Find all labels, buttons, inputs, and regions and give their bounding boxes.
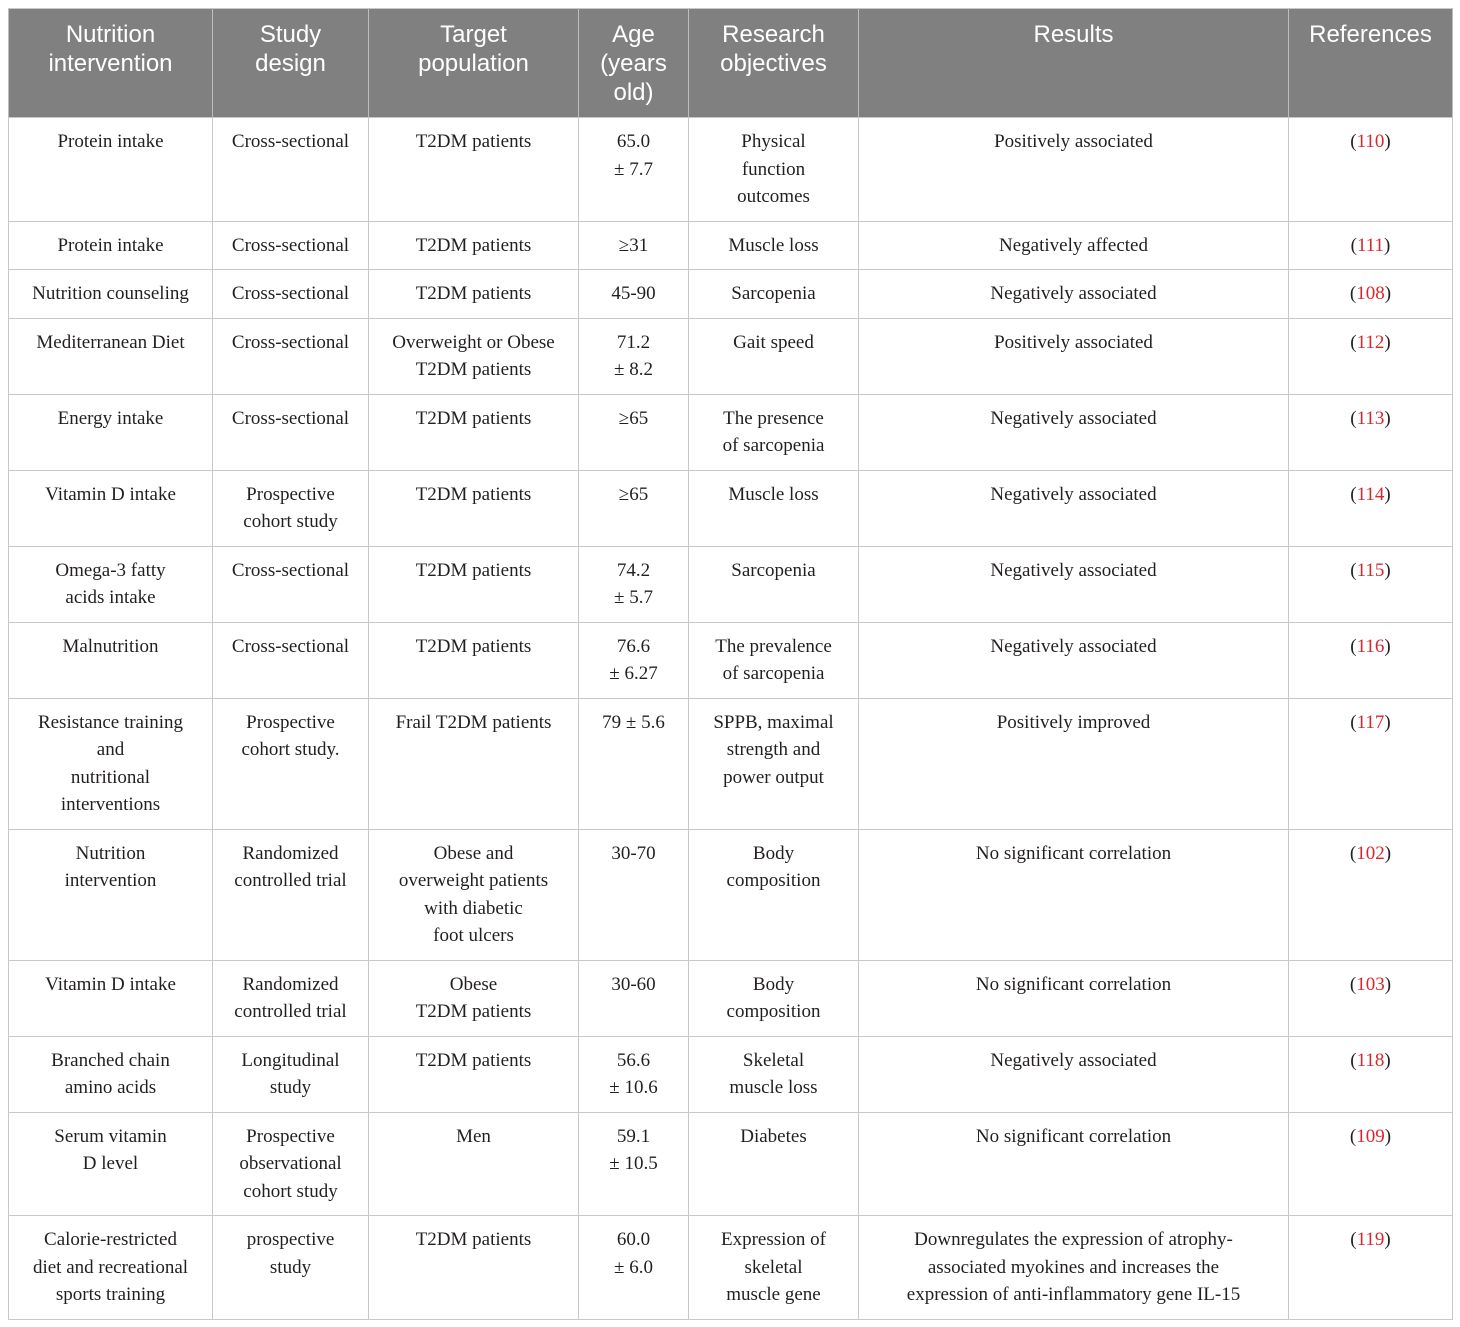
header-row [9,9,1453,118]
reference-cell [1289,270,1453,319]
reference-paren-open: ( [1350,131,1357,152]
target-population-cell: T2DM patients [369,622,579,698]
results-cell: Negatively associated [859,1036,1289,1112]
reference-paren-open: ( [1350,234,1357,256]
reference-cell [1289,394,1453,470]
reference-paren-close: ) [1384,234,1391,256]
reference-paren-open: ( [1350,1049,1357,1071]
target-population-cell: Obese and overweight patients with diabetic foot ulcers [369,829,579,960]
age-cell: 79 ± 5.6 [579,698,689,829]
reference-link[interactable]: 115 [1356,559,1385,581]
target-population-cell: T2DM patients [369,221,579,270]
reference-paren-close: ) [1384,973,1392,995]
intervention-cell: Serum vitamin D level [9,1112,213,1216]
header-references: References [1289,9,1453,118]
reference-paren-open: ( [1350,559,1357,581]
intervention-cell: Calorie-restricted diet and recreational sports training [9,1216,213,1320]
research-objectives-cell: Physical function outcomes [689,118,859,222]
reference-cell [1289,546,1453,622]
target-population-cell: T2DM patients [369,1036,579,1112]
reference-paren-close: ) [1384,331,1391,353]
research-objectives-cell: The prevalence of sarcopenia [689,622,859,698]
research-objectives-cell: Skeletal muscle loss [689,1036,859,1112]
research-objectives-cell: Expression of skeletal muscle gene [689,1216,859,1320]
results-cell: Negatively associated [859,546,1289,622]
table-row [9,829,1453,960]
age-cell: 60.0 ± 6.0 [579,1216,689,1320]
table-row [9,1216,1453,1320]
reference-cell [1289,1112,1453,1216]
age-cell: ≥31 [579,221,689,270]
age-cell: 71.2 ± 8.2 [579,318,689,394]
reference-cell [1289,829,1453,960]
reference-paren-close: ) [1384,559,1391,581]
reference-paren-close: ) [1384,711,1391,733]
age-cell: ≥65 [579,470,689,546]
reference-link[interactable]: 118 [1356,1049,1385,1071]
target-population-cell: Men [369,1112,579,1216]
header-target-population: Target population [369,9,579,118]
research-objectives-cell: Gait speed [689,318,859,394]
table-row [9,1112,1453,1216]
table-header [9,9,1453,118]
reference-paren-close: ) [1384,283,1392,304]
reference-link[interactable]: 119 [1356,1229,1385,1250]
intervention-cell: Vitamin D intake [9,960,213,1036]
header-nutrition-intervention: Nutrition intervention [9,9,213,118]
intervention-cell: Nutrition intervention [9,829,213,960]
reference-paren-close: ) [1384,1229,1391,1250]
table-row [9,546,1453,622]
intervention-cell: Protein intake [9,221,213,270]
reference-cell [1289,622,1453,698]
results-cell: Positively associated [859,118,1289,222]
table-row [9,394,1453,470]
reference-link[interactable]: 110 [1356,131,1385,152]
reference-link[interactable]: 113 [1356,407,1385,429]
results-cell: Positively improved [859,698,1289,829]
intervention-cell: Protein intake [9,118,213,222]
reference-cell [1289,118,1453,222]
reference-cell [1289,221,1453,270]
reference-cell [1289,1036,1453,1112]
header-study-design: Study design [213,9,369,118]
study-design-cell: Longitudinal study [213,1036,369,1112]
study-design-cell: Randomized controlled trial [213,960,369,1036]
target-population-cell: Overweight or Obese T2DM patients [369,318,579,394]
target-population-cell: T2DM patients [369,546,579,622]
target-population-cell: T2DM patients [369,118,579,222]
study-design-cell: Cross-sectional [213,221,369,270]
study-design-cell: Cross-sectional [213,546,369,622]
intervention-cell: Mediterranean Diet [9,318,213,394]
table-row [9,118,1453,222]
target-population-cell: T2DM patients [369,270,579,319]
study-design-cell: Cross-sectional [213,318,369,394]
reference-paren-open: ( [1349,842,1357,864]
study-design-cell: Prospective cohort study. [213,698,369,829]
results-cell: Negatively associated [859,394,1289,470]
reference-link[interactable]: 116 [1356,635,1385,657]
intervention-cell: Omega-3 fatty acids intake [9,546,213,622]
header-research-objectives: Research objectives [689,9,859,118]
study-design-cell: Randomized controlled trial [213,829,369,960]
reference-paren-open: ( [1349,973,1357,995]
research-objectives-cell: Sarcopenia [689,270,859,319]
nutrition-intervention-table [8,8,1453,1320]
target-population-cell: Frail T2DM patients [369,698,579,829]
reference-paren-close: ) [1384,483,1391,505]
age-cell: 74.2 ± 5.7 [579,546,689,622]
research-objectives-cell: Muscle loss [689,470,859,546]
age-cell: 45-90 [579,270,689,319]
study-design-cell: Cross-sectional [213,270,369,319]
target-population-cell: T2DM patients [369,394,579,470]
table-row [9,622,1453,698]
reference-paren-close: ) [1384,1049,1391,1071]
reference-paren-open: ( [1350,407,1357,429]
age-cell: 56.6 ± 10.6 [579,1036,689,1112]
intervention-cell: Vitamin D intake [9,470,213,546]
reference-paren-close: ) [1384,131,1391,152]
reference-link[interactable]: 109 [1356,1125,1385,1147]
reference-link[interactable]: 117 [1356,711,1385,733]
research-objectives-cell: Muscle loss [689,221,859,270]
results-cell: Negatively associated [859,470,1289,546]
reference-paren-open: ( [1349,283,1357,304]
study-design-cell: Prospective observational cohort study [213,1112,369,1216]
reference-cell [1289,698,1453,829]
reference-paren-close: ) [1384,407,1391,429]
intervention-cell: Energy intake [9,394,213,470]
reference-paren-open: ( [1350,1229,1357,1250]
table-body [9,118,1453,1320]
research-objectives-cell: Body composition [689,960,859,1036]
reference-paren-open: ( [1350,711,1357,733]
age-cell: 30-60 [579,960,689,1036]
research-objectives-cell: Body composition [689,829,859,960]
age-cell: ≥65 [579,394,689,470]
results-cell: Negatively associated [859,270,1289,319]
results-cell: Negatively affected [859,221,1289,270]
reference-link[interactable]: 114 [1356,483,1385,505]
reference-cell [1289,1216,1453,1320]
header-results: Results [859,9,1289,118]
intervention-cell: Branched chain amino acids [9,1036,213,1112]
reference-cell [1289,960,1453,1036]
results-cell: No significant correlation [859,1112,1289,1216]
table-row [9,1036,1453,1112]
results-cell: Positively associated [859,318,1289,394]
reference-cell [1289,318,1453,394]
intervention-cell: Malnutrition [9,622,213,698]
age-cell: 30-70 [579,829,689,960]
table-row [9,960,1453,1036]
study-design-cell: Cross-sectional [213,394,369,470]
reference-link[interactable]: 102 [1356,842,1385,864]
reference-paren-open: ( [1349,1125,1357,1147]
results-cell: No significant correlation [859,960,1289,1036]
study-design-cell: Cross-sectional [213,622,369,698]
table-row [9,318,1453,394]
research-objectives-cell: SPPB, maximal strength and power output [689,698,859,829]
reference-paren-close: ) [1384,1125,1392,1147]
research-objectives-cell: The presence of sarcopenia [689,394,859,470]
header-age: Age (years old) [579,9,689,118]
research-objectives-cell: Sarcopenia [689,546,859,622]
age-cell: 76.6 ± 6.27 [579,622,689,698]
results-cell: Negatively associated [859,622,1289,698]
target-population-cell: T2DM patients [369,470,579,546]
intervention-cell: Resistance training and nutritional interventions [9,698,213,829]
reference-paren-open: ( [1350,635,1357,657]
reference-paren-open: ( [1350,331,1357,353]
reference-link[interactable]: 108 [1356,283,1385,304]
reference-link[interactable]: 103 [1356,973,1385,995]
reference-paren-close: ) [1384,635,1391,657]
study-design-cell: Cross-sectional [213,118,369,222]
results-cell: No significant correlation [859,829,1289,960]
age-cell: 65.0 ± 7.7 [579,118,689,222]
results-cell: Downregulates the expression of atrophy- associated myokines and increases the expression of anti-inflammatory gene IL-15 [859,1216,1289,1320]
table-row [9,221,1453,270]
reference-paren-close: ) [1384,842,1392,864]
reference-paren-open: ( [1350,483,1357,505]
study-design-cell: prospective study [213,1216,369,1320]
reference-cell [1289,470,1453,546]
study-design-cell: Prospective cohort study [213,470,369,546]
reference-link[interactable]: 111 [1356,234,1385,256]
table-row [9,470,1453,546]
age-cell: 59.1 ± 10.5 [579,1112,689,1216]
table-row [9,698,1453,829]
table-row [9,270,1453,319]
research-objectives-cell: Diabetes [689,1112,859,1216]
target-population-cell: T2DM patients [369,1216,579,1320]
reference-link[interactable]: 112 [1356,331,1385,353]
target-population-cell: Obese T2DM patients [369,960,579,1036]
intervention-cell: Nutrition counseling [9,270,213,319]
